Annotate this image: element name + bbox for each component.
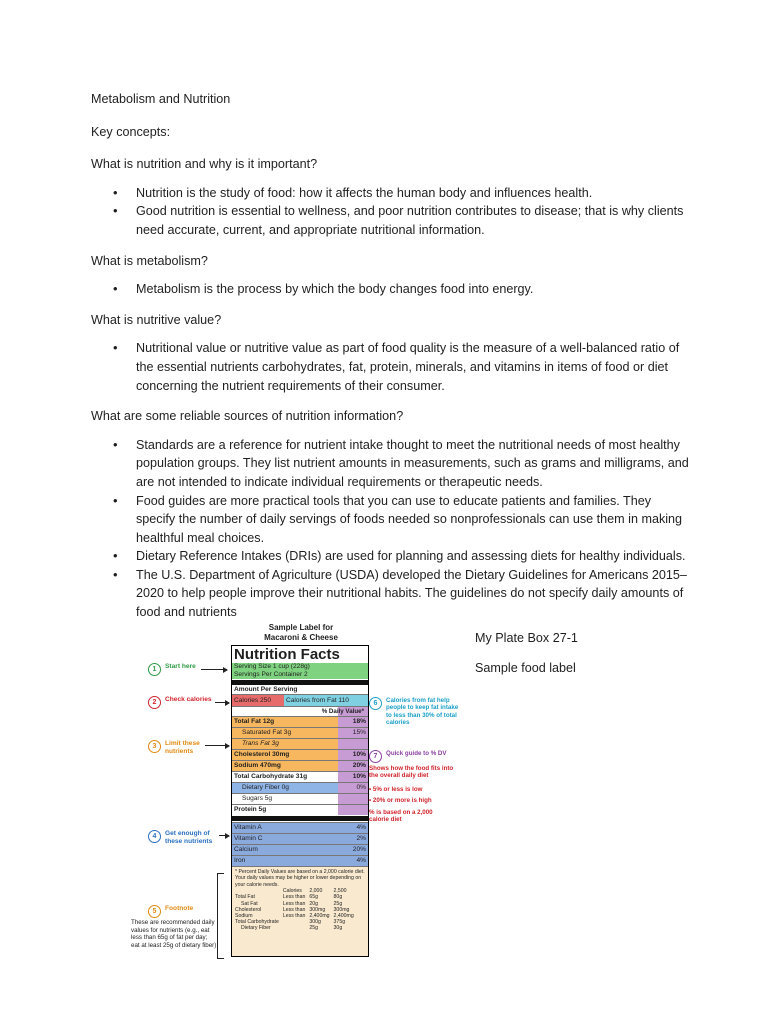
nutrient-row bbox=[232, 760, 368, 771]
table-cell: Less than bbox=[282, 900, 306, 907]
dv-guide-text: Shows how the food fits into the overall daily diet bbox=[369, 765, 454, 780]
nutrient-row bbox=[232, 804, 368, 815]
nutrient-name: Total Fat 12g bbox=[234, 718, 275, 725]
callout-get-enough bbox=[148, 830, 224, 846]
list-item: • Good nutrition is essential to wellness, and poor nutrition contributes to disease; that is why clients need accurate, current, and appropriate nutritional information. bbox=[136, 202, 691, 239]
list-item: • Nutritional value or nutritive value as part of food quality is the measure of a well-balanced ratio of the essential nutrients carbohydrates, fat, protein, minerals, and vitamins in items of food or diet concerning the nutrient requirements of their consumer. bbox=[136, 339, 691, 395]
nutrient-row bbox=[232, 738, 368, 749]
document-title: Metabolism and Nutrition bbox=[91, 92, 231, 106]
nutrient-pct: 20% bbox=[352, 762, 366, 769]
bullet-list-nutrition bbox=[91, 184, 691, 240]
table-cell: Less than bbox=[282, 894, 306, 901]
table-row bbox=[235, 901, 358, 907]
callout-calories-from-fat bbox=[369, 697, 463, 727]
vitamin-pct: 20% bbox=[352, 846, 366, 853]
vitamin-row bbox=[232, 822, 368, 833]
serving-info bbox=[232, 663, 368, 679]
nutrition-facts-panel bbox=[231, 645, 369, 957]
nutrient-row bbox=[232, 727, 368, 738]
footnote-text: * Percent Daily Values are based on a 2,000 calorie diet. Your daily values may be higher or lower depending on your calorie needs. bbox=[235, 869, 365, 888]
vitamin-row bbox=[232, 855, 368, 866]
callout-text: Limit these nutrients bbox=[165, 740, 200, 755]
footnote-note: These are recommended daily values for nutrients (e.g., eat less than 65g of fat per day; eat at least 25g of dietary fiber) bbox=[131, 919, 217, 949]
question-nutrition: What is nutrition and why is it important? bbox=[91, 157, 318, 172]
callout-number-badge: 5 bbox=[148, 905, 161, 918]
list-item: • Food guides are more practical tools that you can use to educate patients and families. They specify the number of daily servings of foods needed so nonprofessionals can use them in making healthful meal choices. bbox=[136, 492, 691, 548]
table-cell: Less than bbox=[282, 913, 306, 920]
question-metabolism: What is metabolism? bbox=[91, 253, 208, 268]
table-cell: Dietary Fiber bbox=[241, 925, 271, 932]
caption-food-label: Sample food label bbox=[475, 661, 576, 675]
table-cell: 2,500 bbox=[333, 888, 347, 895]
table-cell: 300mg bbox=[333, 906, 350, 913]
calories-value: Calories 250 bbox=[232, 695, 284, 706]
caption-myplate: My Plate Box 27-1 bbox=[475, 631, 578, 645]
table-cell: 300mg bbox=[309, 906, 326, 913]
nutrient-name: Protein 5g bbox=[234, 806, 267, 813]
nutrient-pct: 10% bbox=[352, 773, 366, 780]
callout-number-badge: 3 bbox=[148, 740, 161, 753]
nutrition-facts-heading: Nutrition Facts bbox=[234, 646, 340, 663]
nutrient-name: Sugars 5g bbox=[242, 795, 273, 802]
nutrient-name: Sodium 470mg bbox=[234, 762, 281, 769]
table-cell: Cholesterol bbox=[235, 906, 262, 913]
nutrition-label-figure bbox=[131, 619, 465, 955]
nutrient-name: Trans Fat 3g bbox=[242, 740, 279, 747]
question-sources: What are some reliable sources of nutrition information? bbox=[91, 409, 404, 424]
calories-row bbox=[232, 694, 368, 706]
table-cell: Total Carbohydrate bbox=[235, 919, 279, 926]
nutrient-row bbox=[232, 716, 368, 727]
vitamin-row bbox=[232, 833, 368, 844]
table-cell: 25g bbox=[309, 925, 318, 932]
callout-text: Footnote bbox=[165, 905, 194, 912]
dv-guide-text: • 20% or more is high bbox=[369, 797, 432, 804]
nutrient-name: Cholesterol 30mg bbox=[234, 751, 290, 758]
callout-limit-nutrients bbox=[148, 740, 208, 756]
footnote-bracket bbox=[217, 873, 224, 959]
vitamin-row bbox=[232, 844, 368, 855]
nutrient-name: Saturated Fat 3g bbox=[242, 729, 292, 736]
callout-text: Check calories bbox=[165, 696, 212, 703]
callout-number-badge: 2 bbox=[148, 696, 161, 709]
table-cell: 25g bbox=[333, 900, 343, 907]
vitamin-name: Vitamin C bbox=[234, 835, 263, 842]
table-cell: 2,400mg bbox=[333, 913, 354, 920]
nutrient-pct: 15% bbox=[352, 729, 366, 736]
callout-number-badge: 4 bbox=[148, 830, 161, 843]
nutrient-row bbox=[232, 793, 368, 804]
vitamin-pct: 4% bbox=[356, 824, 366, 831]
table-cell: 2,400mg bbox=[309, 913, 330, 920]
callout-text: Quick guide to % DV bbox=[386, 750, 447, 757]
nutrient-name: Dietary Fiber 0g bbox=[242, 784, 289, 791]
label-footnote bbox=[232, 866, 368, 957]
table-cell: 20g bbox=[309, 900, 318, 907]
dv-guide-text: • 5% or less is low bbox=[369, 786, 423, 793]
divider bbox=[232, 816, 368, 821]
table-cell: Sodium bbox=[235, 913, 253, 920]
arrow-icon bbox=[219, 835, 229, 836]
callout-number-badge: 1 bbox=[148, 663, 161, 676]
question-nutritive-value: What is nutritive value? bbox=[91, 312, 222, 327]
nutrient-pct: 18% bbox=[352, 718, 366, 725]
table-cell: 80g bbox=[333, 894, 343, 901]
nutrient-row bbox=[232, 771, 368, 782]
document-body bbox=[91, 90, 691, 634]
footnote-table bbox=[235, 888, 358, 931]
vitamin-name: Calcium bbox=[234, 846, 258, 853]
nutrient-name: Total Carbohydrate 31g bbox=[234, 773, 308, 780]
servings-per-container: Servings Per Container 2 bbox=[234, 671, 308, 678]
key-concepts-heading: Key concepts: bbox=[91, 124, 171, 139]
callout-number-badge: 6 bbox=[369, 697, 382, 710]
list-item: • Metabolism is the process by which the body changes food into energy. bbox=[136, 280, 691, 299]
bullet-list-nutritive-value bbox=[91, 339, 691, 395]
list-item: • Standards are a reference for nutrient intake thought to meet the nutritional needs of most healthy population groups. They list nutrient amounts in measurements, such as grams and milligrams, and are not intended to indicate individual requirements or therapeutic needs. bbox=[136, 436, 691, 492]
serving-size: Serving Size 1 cup (228g) bbox=[234, 663, 310, 670]
callout-quick-guide bbox=[369, 750, 463, 763]
label-title-line: Sample Label for bbox=[268, 623, 334, 632]
table-cell: Sat Fat bbox=[241, 900, 258, 907]
vitamin-pct: 2% bbox=[356, 835, 366, 842]
bullet-list-metabolism bbox=[91, 280, 691, 299]
daily-value-header: % Daily Value* bbox=[232, 706, 368, 716]
callout-text: Calories from fat help people to keep fat intake to less than 30% of total calories bbox=[386, 697, 459, 727]
list-item: • The U.S. Department of Agriculture (USDA) developed the Dietary Guidelines for Americans 2015–2020 to help people improve their nutritional habits. The guidelines do not specify daily amounts of food and nutrients bbox=[136, 566, 691, 622]
label-figure-title bbox=[231, 623, 371, 643]
table-cell: Less than bbox=[282, 906, 306, 913]
calories-from-fat: Calories from Fat 110 bbox=[284, 695, 368, 706]
nutrient-pct: 0% bbox=[356, 784, 366, 791]
arrow-icon bbox=[215, 702, 229, 703]
callout-text: Get enough of these nutrients bbox=[165, 830, 213, 845]
list-item: • Nutrition is the study of food: how it affects the human body and influences health. bbox=[136, 184, 691, 203]
arrow-icon bbox=[201, 669, 227, 670]
bullet-list-sources bbox=[91, 436, 691, 622]
nutrient-row bbox=[232, 782, 368, 793]
arrow-icon bbox=[205, 745, 229, 746]
amount-per-serving: Amount Per Serving bbox=[234, 686, 298, 693]
dv-guide-text: % is based on a 2,000 calorie diet bbox=[369, 809, 433, 824]
table-row bbox=[235, 894, 358, 900]
nutrient-pct: 10% bbox=[352, 751, 366, 758]
divider bbox=[232, 680, 368, 685]
callout-text: Start here bbox=[165, 663, 196, 670]
table-row bbox=[235, 925, 358, 931]
nutrient-row bbox=[232, 749, 368, 760]
table-cell: 300g bbox=[309, 919, 321, 926]
label-title-line: Macaroni & Cheese bbox=[264, 633, 338, 642]
table-cell: 65g bbox=[309, 894, 318, 901]
table-cell: Calories bbox=[282, 888, 302, 895]
vitamin-name: Iron bbox=[234, 857, 246, 864]
table-cell: 375g bbox=[333, 919, 346, 926]
callout-number-badge: 7 bbox=[369, 750, 382, 763]
table-cell: 30g bbox=[333, 925, 343, 932]
table-cell: 2,000 bbox=[309, 888, 323, 895]
vitamin-name: Vitamin A bbox=[234, 824, 262, 831]
table-cell bbox=[283, 925, 310, 931]
table-cell: Total Fat bbox=[235, 894, 255, 901]
vitamin-pct: 4% bbox=[356, 857, 366, 864]
callout-footnote bbox=[148, 905, 218, 918]
list-item: • Dietary Reference Intakes (DRIs) are used for planning and assessing diets for healthy individuals. bbox=[136, 547, 691, 566]
